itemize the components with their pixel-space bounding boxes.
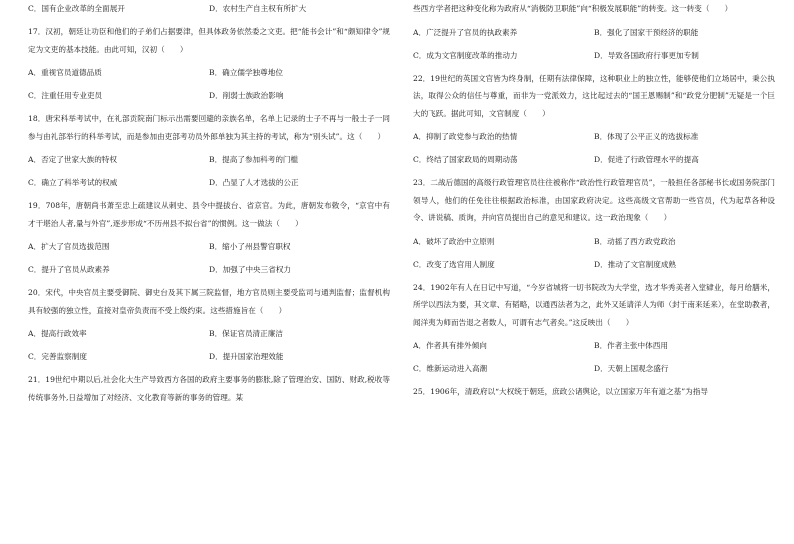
- question-text: 22．19世纪的英国文官皆为终身制，任期有法律保障，这种职业上的独立性，能够使他们立场居中，秉公执法，取得公众的信任与尊重，而非为一党派效力，这比起过去的“国王恩赐制”和“政党分肥制”无疑是一个巨大的飞跃。据此可知，文官制度（ ）: [413, 73, 775, 118]
- answer-option: A．提高行政效率: [28, 329, 87, 338]
- options-row: [413, 151, 775, 168]
- question-text: 些西方学者把这种变化称为政府从“消极防卫职能”向“积极发展职能”的转变。这一转变（ ）: [413, 4, 733, 13]
- answer-option: A．破坏了政治中立原则: [413, 236, 495, 246]
- options-row: [413, 360, 775, 377]
- question-text: 19．708年，唐朝尚书萧至忠上疏建议从刺史、县令中提拔台、省京官。为此，唐朝发布敕令，“京官中有才干堪治人者,量与外官”,逐步形成“不历州县不拟台省”的惯例。这一做法（ ）: [28, 201, 390, 228]
- options-row: [413, 256, 775, 273]
- options-row: [28, 64, 390, 81]
- answer-option: C．终结了国家政局的周期动荡: [413, 155, 518, 164]
- options-row: [413, 337, 775, 354]
- answer-option: C．确立了科举考试的权威: [28, 178, 118, 187]
- options-row: [28, 151, 390, 168]
- answer-option: B．作者主张中体西用: [594, 341, 668, 350]
- answer-option: C．注重任用专业吏员: [28, 91, 103, 100]
- answer-option: A．作者具有排外倾向: [413, 341, 487, 350]
- answer-option: D．导致各国政府行事更加专制: [594, 50, 699, 60]
- options-row: [28, 325, 390, 342]
- answer-option: C．国有企业改革的全面展开: [28, 4, 125, 13]
- answer-option: C．成为文官制度改革的推动力: [413, 50, 518, 60]
- answer-option: A．否定了世家大族的特权: [28, 155, 118, 164]
- question-text: 25．1906年，清政府以“大权统于朝廷，庶政公诸舆论，以立国家万年有道之基”为指导: [413, 387, 708, 396]
- options-row: [28, 261, 390, 278]
- answer-option: D．加强了中央三省权力: [209, 265, 292, 274]
- options-row: [413, 24, 775, 41]
- options-row: [28, 87, 390, 104]
- answer-option: A．抑制了政党参与政治的热情: [413, 132, 518, 141]
- question-text: 21．19世纪中期以后,社会化大生产导致西方各国的政府主要事务的膨胀,除了管理治安、国防、财政,税收等传统事务外,日益增加了对经济、文化教育等新的事务的管理。某: [28, 375, 390, 402]
- options-row: [28, 174, 390, 191]
- answer-option: D．削弱士族政治影响: [209, 91, 284, 100]
- answer-option: A．扩大了官员选拔范围: [28, 242, 110, 251]
- answer-option: D．农村生产自主权有所扩大: [209, 4, 307, 13]
- answer-option: B．体现了公平正义的选拔标准: [594, 132, 699, 141]
- answer-option: D．促进了行政管理水平的提高: [594, 155, 699, 164]
- answer-option: A．重视官员道德品质: [28, 68, 102, 77]
- right-column: [413, 0, 775, 401]
- options-row: [413, 47, 775, 64]
- answer-option: C．改变了选官用人制度: [413, 259, 495, 269]
- answer-option: B．动摇了西方政党政治: [594, 236, 676, 246]
- options-row: [413, 233, 775, 250]
- answer-option: B．提高了参加科考的门槛: [209, 155, 299, 164]
- answer-option: B．缩小了州县警官职权: [209, 242, 291, 251]
- left-column: [28, 0, 390, 406]
- answer-option: D．天朝上国观念盛行: [594, 364, 669, 373]
- answer-option: B．确立儒学独尊地位: [209, 68, 283, 77]
- question-text: 20．宋代，中央官员主要受御院、御史台及其下属三院监督，地方官员则主要受监司与通判监督；监督机构具有较强的独立性，直接对皇帝负责而不受上级约束。这些措施旨在（ ）: [28, 288, 390, 315]
- options-row: [28, 0, 390, 17]
- options-row: [28, 238, 390, 255]
- answer-option: C．提升了官员从政素养: [28, 265, 110, 274]
- question-text: 24．1902年有人在日记中写道，“今岁省城将一切书院改为大学堂，选才华秀美者入堂肄业，每月给膳米，所学以西法为要，其文章、有韬略，以通西法者为之，此外又延请洋人为师（封于南来延来），在堂助教者，闻洋夷为师而告退之者数人，可谓有志气者矣。”这反映出（ ）: [413, 282, 775, 327]
- question-text: 23．二战后德国的高级行政管理官员往往被称作“政治性行政管理官员”，一般担任各部秘书长或国务院部门领导人，他们的任免往往根据政治标准，由国家政府决定。这些高级文官帮助一些官员，代为起草各种设令、讲说稿、质询，并向官员提出自己的意见和建议。这一政治现象（ ）: [413, 178, 775, 222]
- answer-option: B．强化了国家干预经济的职能: [594, 27, 699, 37]
- question-text: 18．唐宋科举考试中，在礼部贡院南门标示出需要回避的亲族名单，名单上记录的士子不再与一般士子一同参与由礼部举行的科举考试，而是参加由吏部考功员外郎单独为其主持的考试，称为“别头试”。这（ ）: [28, 114, 390, 141]
- answer-option: D．提升国家治理效能: [209, 352, 284, 361]
- answer-option: C．完善监察制度: [28, 352, 87, 361]
- answer-option: A．广泛提升了官员的执政素养: [413, 27, 518, 37]
- answer-option: D．推动了文官制度成熟: [594, 259, 677, 269]
- options-row: [413, 128, 775, 145]
- answer-option: C．维新运动进入高潮: [413, 364, 488, 373]
- options-row: [28, 348, 390, 365]
- answer-option: B．保证官员清正廉洁: [209, 329, 283, 338]
- question-text: 17．汉初，朝廷让功臣和他们的子弟们占据要津，但具体政务依然委之文吏。把“能书会计”和“颇知律令”规定为文吏的基本技能。由此可知，汉初（ ）: [28, 27, 390, 54]
- answer-option: D．凸显了人才选拔的公正: [209, 178, 299, 187]
